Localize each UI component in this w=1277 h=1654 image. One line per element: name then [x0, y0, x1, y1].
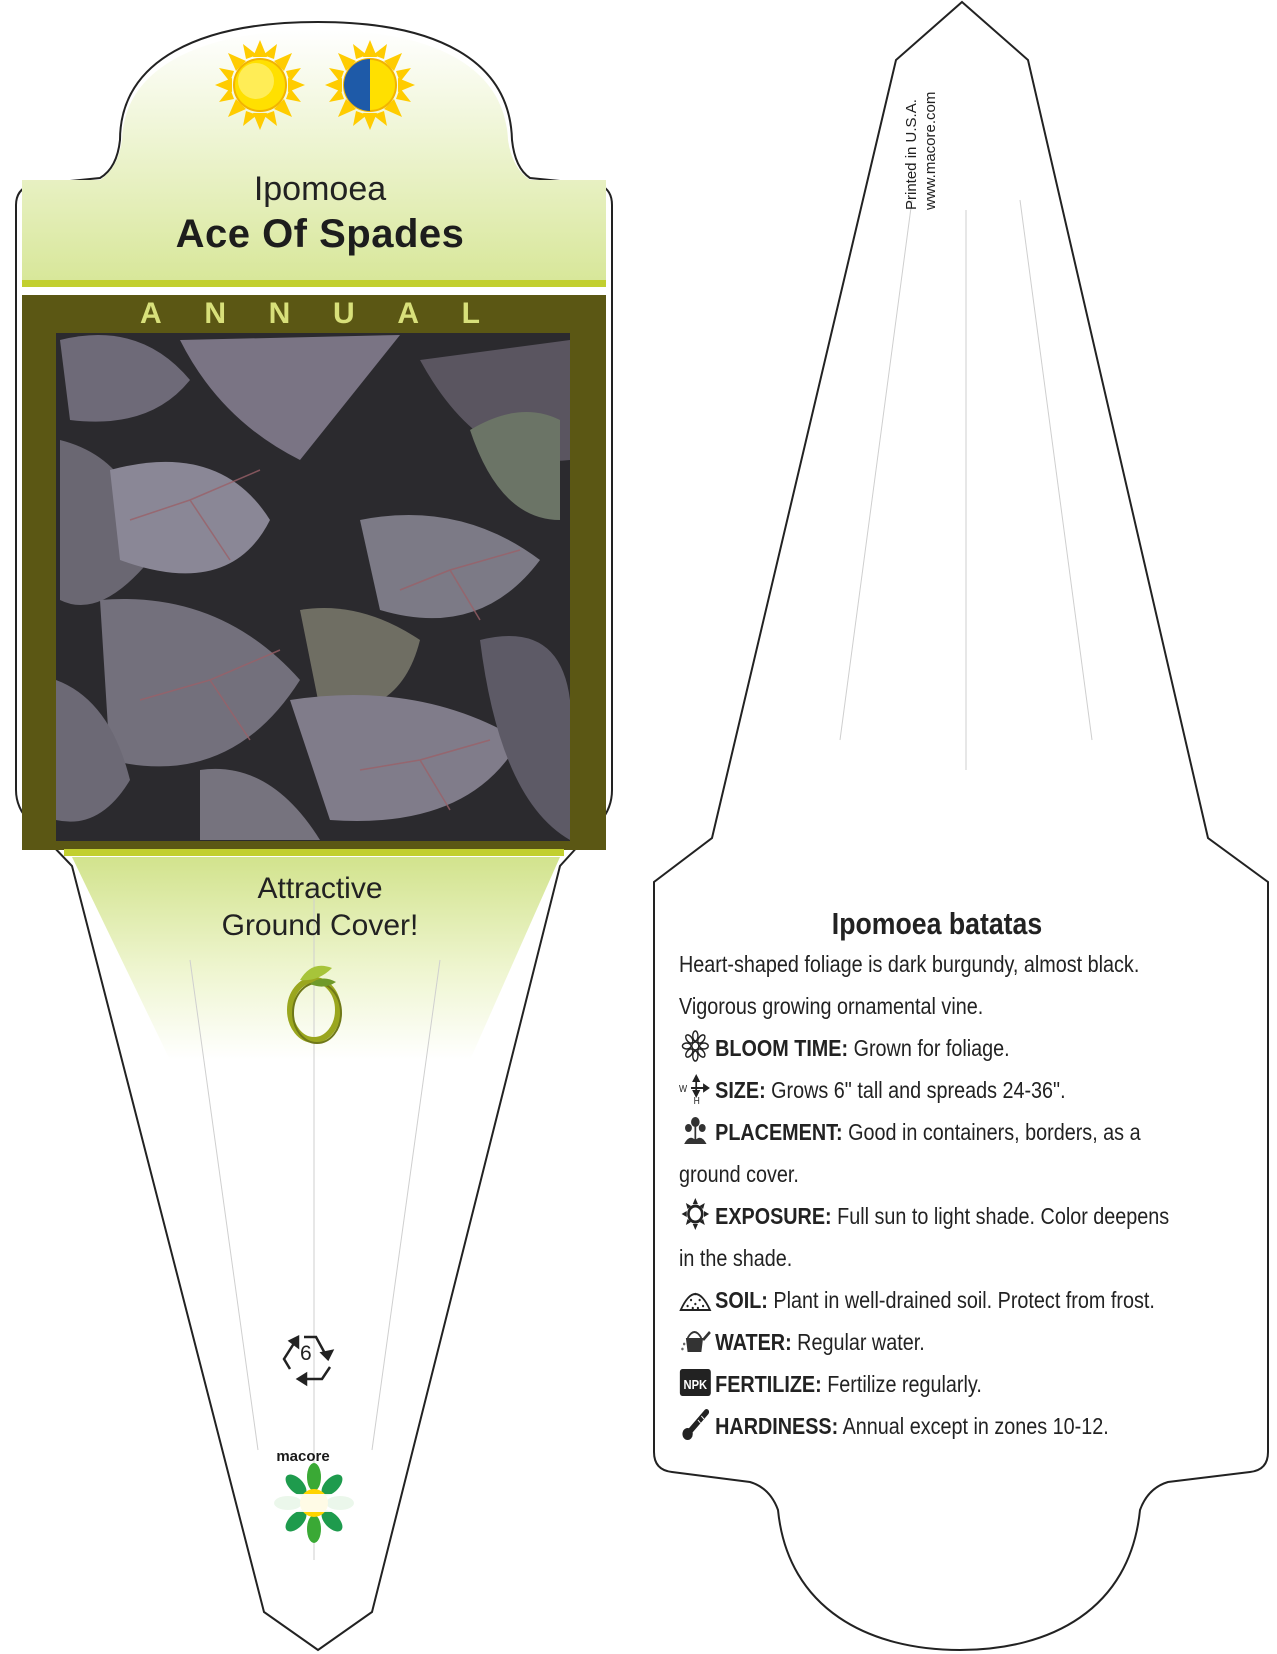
- attr-value-cont: in the shade.: [679, 1245, 793, 1271]
- tagline-line1: Attractive: [257, 872, 383, 905]
- placement-plants-icon: [679, 1114, 712, 1146]
- attr-size: [679, 1069, 1255, 1111]
- attr-value: Grown for foliage.: [853, 1035, 1010, 1061]
- attr-value: Fertilize regularly.: [827, 1371, 982, 1397]
- attr-soil: [679, 1279, 1255, 1321]
- category-letter: A: [140, 297, 162, 330]
- care-info: [679, 903, 1255, 1447]
- tagline: [0, 870, 640, 944]
- attr-label: HARDINESS:: [715, 1413, 839, 1439]
- website: www.macore.com: [922, 91, 939, 210]
- attr-label: SIZE:: [715, 1077, 766, 1103]
- flower-icon: [679, 1030, 712, 1062]
- foliage-photo: [56, 333, 570, 841]
- tagline-line2: Ground Cover!: [221, 909, 419, 942]
- category-letter: N: [204, 297, 226, 330]
- brand-name: macore: [276, 1448, 330, 1465]
- category-letter: U: [332, 297, 355, 330]
- attr-label: EXPOSURE:: [715, 1203, 832, 1229]
- plant-genus: Ipomoea: [253, 170, 387, 208]
- description-line: Vigorous growing ornamental vine.: [679, 993, 984, 1019]
- recycle-code: 6: [300, 1342, 312, 1365]
- size-arrows-icon: [679, 1072, 712, 1104]
- category-letter: N: [268, 297, 291, 330]
- attr-value-cont: ground cover.: [679, 1161, 799, 1187]
- attr-placement: [679, 1111, 1255, 1195]
- accent-bar-bottom: [64, 849, 564, 856]
- printer-credit: [902, 40, 940, 210]
- description-line: Heart-shaped foliage is dark burgundy, almost black.: [679, 951, 1140, 977]
- soil-pile-icon: [679, 1282, 712, 1314]
- printed-in: Printed in U.S.A.: [903, 99, 920, 210]
- attr-label: PLACEMENT:: [715, 1119, 843, 1145]
- category-letter: A: [397, 297, 419, 330]
- attr-label: SOIL:: [715, 1287, 768, 1313]
- attr-water: [679, 1321, 1255, 1363]
- size-h-label: H: [693, 1095, 700, 1104]
- npk-icon: [679, 1366, 712, 1398]
- size-w-label: W: [679, 1083, 688, 1095]
- attr-value: Full sun to light shade. Color deepens: [837, 1203, 1170, 1229]
- attr-label: WATER:: [715, 1329, 792, 1355]
- attr-value: Annual except in zones 10-12.: [842, 1413, 1109, 1439]
- attr-value: Regular water.: [797, 1329, 925, 1355]
- sun-outline-icon: [679, 1198, 712, 1230]
- watering-can-icon: [679, 1324, 712, 1356]
- accent-bar-top: [22, 280, 606, 287]
- attr-bloom-time: [679, 1027, 1255, 1069]
- plant-cultivar: Ace Of Spades: [175, 212, 465, 256]
- part-shade-icon: [325, 40, 415, 130]
- npk-label: NPK: [683, 1377, 708, 1393]
- attr-hardiness: [679, 1405, 1255, 1447]
- attr-fertilize: [679, 1363, 1255, 1405]
- botanical-name: Ipomoea batatas: [831, 906, 1043, 941]
- attr-exposure: [679, 1195, 1255, 1279]
- attr-value: Grows 6" tall and spreads 24-36".: [771, 1077, 1066, 1103]
- category-label: [140, 297, 480, 331]
- attr-label: FERTILIZE:: [715, 1371, 822, 1397]
- attr-value: Plant in well-drained soil. Protect from frost.: [773, 1287, 1155, 1313]
- category-letter: L: [461, 297, 480, 330]
- attr-label: BLOOM TIME:: [715, 1035, 849, 1061]
- thermometer-icon: [679, 1408, 712, 1440]
- full-sun-icon: [215, 40, 305, 130]
- attr-value: Good in containers, borders, as a: [848, 1119, 1141, 1145]
